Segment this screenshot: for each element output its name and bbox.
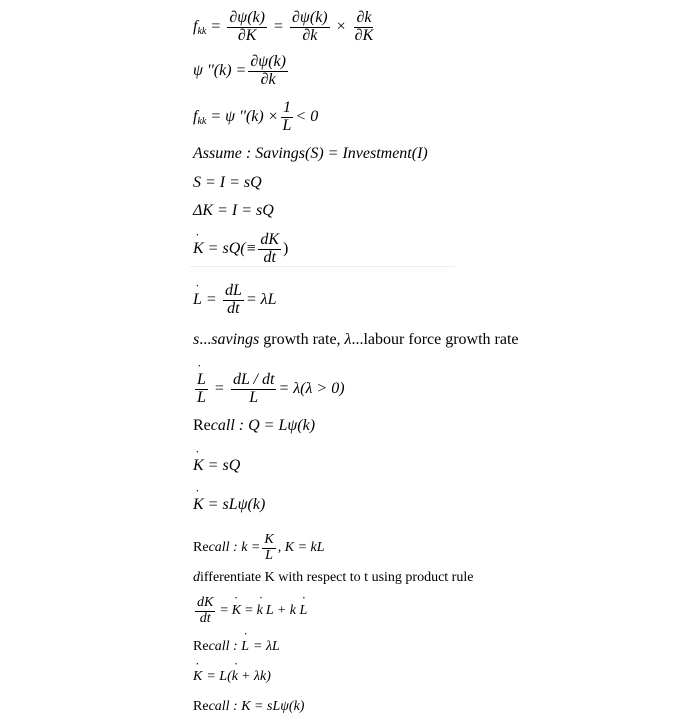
delta-k-text: ΔK = I = sQ [193,202,274,219]
equation-kdot-lk: ˙ K = L( ˙ k + λk) [193,670,271,684]
fraction-1-over-L: $\frac{1}{L}$ [282,99,292,134]
equation-fkk-negative [193,100,318,135]
equation-kdot-sq-2: ˙ K = sQ [193,458,240,474]
equation-s-i-sq [193,175,262,191]
fraction-dK-dt-2: $\frac{dK}{dt}$ [197,595,214,626]
differentiate-text: ifferentiate K with respect to t using product rule [200,570,474,585]
fkk-symbol: f [193,18,198,36]
kdot-equals-sq: = sQ(≡ [207,240,257,258]
recall-k-slpsi: Re call : K = sLψ(k) [193,699,305,714]
equation-delta-k [193,203,274,219]
differentiate-instruction: d ifferentiate K with respect to t using product rule [193,570,474,585]
lambda-positive: = λ(λ > 0) [278,380,345,398]
assumption-savings-investment [193,146,428,162]
equation-ldot-over-l: ˙ $\frac{L}{L}$ = $\frac{dL / dt}{L}$ = λ(λ > 0) [193,372,345,407]
savings-word: savings [211,331,260,348]
closing-paren: ) [283,240,289,258]
s-symbol: s [193,331,200,348]
l-dot-symbol: ˙ L [193,292,202,308]
fraction-dpsi-dk: $\frac{\partial\psi(k)}{\partial k}$ [292,9,328,44]
recall-k-over-l: Re call : k = $\frac{K}{L}$ , K = kL [193,532,325,563]
equation-kdot-slpsi: ˙ K = sLψ(k) [193,497,265,513]
product-rule-equation: $\frac{dK}{dt}$ = ˙ K = ˙ k L + k ˙ L [193,596,307,626]
recall-ldot: Re call : ˙ L = λL [193,640,280,654]
fraction-dK-dt: $\frac{dK}{dt}$ [260,231,280,266]
k-dot-symbol-3: ˙ K [193,497,204,513]
assumption-text: Assume : Savings(S) = Investment(I) [193,145,428,162]
fkk-subscript-2: kk [197,116,207,128]
equation-kdot-sq [193,232,288,267]
fkk-symbol-2: f [193,108,198,126]
fraction-ldot-over-l: ˙ $\frac{L}{L}$ [195,372,208,407]
lambda-symbol: λ [344,331,352,348]
psi-times: = ψ ''(k) × [210,108,279,126]
labour-growth-text: ...labour force growth rate [351,331,519,348]
equation-psi-double-prime [193,54,290,89]
equation-fkk-chain-rule: f kk = $\frac{\partial\psi(k)}{\partial K}$ = $\frac{\partial\psi(k)}{\partial k}$ × $\frac{\partial k}{\partial K}$ [193,9,374,44]
less-than-zero: < 0 [295,108,319,126]
k-dot-symbol-2: ˙ K [193,458,204,474]
fkk-subscript: kk [197,26,207,38]
fraction-dpsi-dk-2: $\frac{\partial\psi(k)}{\partial k}$ [250,53,286,88]
recall-q-text: call : Q = Lψ(k) [210,417,316,434]
s-i-sq-text: S = I = sQ [193,174,262,191]
equation-ldot: ˙ L = $\frac{dL}{dt}$ = λL [193,283,276,318]
fraction-K-over-L: $\frac{K}{L}$ [264,532,274,563]
fraction-dk-dK: $\frac{\partial k}{\partial K}$ [354,9,374,44]
faint-divider [190,266,455,267]
fraction-dL-dt: $\frac{dL}{dt}$ [224,282,242,317]
definition-line: s ... savings growth rate, λ ...labour force growth rate [193,331,519,348]
fraction-dLdt-over-L: $\frac{dL / dt}{L}$ [232,371,275,406]
recall-q: Re call : Q = Lψ(k) [193,417,316,434]
fraction-dpsi-dK: $\frac{\partial\psi(k)}{\partial K}$ [229,9,265,44]
psi-double-prime-lhs: ψ ''(k) = [193,62,247,80]
k-dot-symbol: ˙ K [193,241,204,257]
lambda-l: = λL [245,291,277,309]
